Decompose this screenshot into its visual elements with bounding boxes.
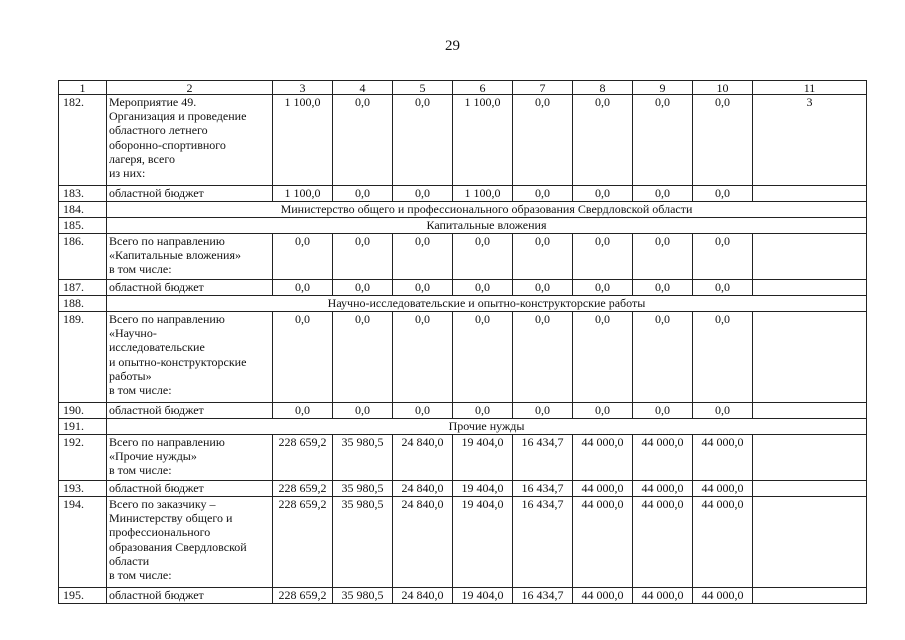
row-label: Мероприятие 49. Организация и проведение областного летнего оборонно-спортивного лагеря, всего из них: xyxy=(107,95,273,186)
value-cell: 0,0 xyxy=(573,280,633,296)
value-cell: 0,0 xyxy=(693,186,753,202)
row-number: 190. xyxy=(59,403,107,419)
value-cell: 35 980,5 xyxy=(333,435,393,481)
col-num-5: 5 xyxy=(393,81,453,95)
row-number: 189. xyxy=(59,312,107,403)
value-cell: 35 980,5 xyxy=(333,588,393,604)
row-number: 193. xyxy=(59,481,107,497)
row-number: 195. xyxy=(59,588,107,604)
value-cell: 44 000,0 xyxy=(693,588,753,604)
row-label: областной бюджет xyxy=(107,186,273,202)
section-row xyxy=(59,202,867,218)
value-cell: 0,0 xyxy=(693,403,753,419)
note-cell xyxy=(753,280,867,296)
note-cell xyxy=(753,435,867,481)
value-cell: 16 434,7 xyxy=(513,481,573,497)
value-cell: 0,0 xyxy=(393,186,453,202)
value-cell: 44 000,0 xyxy=(573,588,633,604)
value-cell: 0,0 xyxy=(513,403,573,419)
page-number: 29 xyxy=(445,38,460,54)
row-number: 185. xyxy=(59,218,107,234)
value-cell: 228 659,2 xyxy=(273,588,333,604)
value-cell: 0,0 xyxy=(273,280,333,296)
note-cell: 3 xyxy=(753,95,867,186)
table-row xyxy=(59,186,867,202)
value-cell: 16 434,7 xyxy=(513,588,573,604)
note-cell xyxy=(753,481,867,497)
col-num-6: 6 xyxy=(453,81,513,95)
row-label: областной бюджет xyxy=(107,588,273,604)
note-cell xyxy=(753,588,867,604)
value-cell: 19 404,0 xyxy=(453,497,513,588)
value-cell: 0,0 xyxy=(633,403,693,419)
table-body xyxy=(59,81,867,604)
section-row xyxy=(59,419,867,435)
value-cell: 0,0 xyxy=(333,403,393,419)
table-row xyxy=(59,497,867,588)
value-cell: 44 000,0 xyxy=(573,481,633,497)
value-cell: 1 100,0 xyxy=(453,95,513,186)
value-cell: 44 000,0 xyxy=(633,435,693,481)
col-num-2: 2 xyxy=(107,81,273,95)
section-title: Капитальные вложения xyxy=(107,218,867,234)
value-cell: 16 434,7 xyxy=(513,435,573,481)
value-cell: 24 840,0 xyxy=(393,435,453,481)
value-cell: 0,0 xyxy=(333,312,393,403)
row-label: областной бюджет xyxy=(107,280,273,296)
value-cell: 0,0 xyxy=(633,280,693,296)
value-cell: 0,0 xyxy=(453,312,513,403)
value-cell: 0,0 xyxy=(573,234,633,280)
value-cell: 0,0 xyxy=(693,234,753,280)
section-title: Прочие нужды xyxy=(107,419,867,435)
value-cell: 44 000,0 xyxy=(693,435,753,481)
value-cell: 19 404,0 xyxy=(453,481,513,497)
value-cell: 0,0 xyxy=(453,280,513,296)
value-cell: 44 000,0 xyxy=(573,435,633,481)
row-number: 192. xyxy=(59,435,107,481)
value-cell: 0,0 xyxy=(633,95,693,186)
section-title: Научно-исследовательские и опытно-конструкторские работы xyxy=(107,296,867,312)
value-cell: 0,0 xyxy=(513,280,573,296)
value-cell: 44 000,0 xyxy=(573,497,633,588)
col-num-8: 8 xyxy=(573,81,633,95)
table-row xyxy=(59,481,867,497)
note-cell xyxy=(753,497,867,588)
row-label: Всего по заказчику – Министерству общего и профессионального образования Свердловской области в том числе: xyxy=(107,497,273,588)
table-row xyxy=(59,234,867,280)
value-cell: 228 659,2 xyxy=(273,481,333,497)
value-cell: 0,0 xyxy=(573,312,633,403)
row-number: 184. xyxy=(59,202,107,218)
value-cell: 24 840,0 xyxy=(393,588,453,604)
value-cell: 0,0 xyxy=(573,403,633,419)
table-row xyxy=(59,312,867,403)
row-label: областной бюджет xyxy=(107,481,273,497)
value-cell: 1 100,0 xyxy=(453,186,513,202)
value-cell: 0,0 xyxy=(453,234,513,280)
value-cell: 0,0 xyxy=(333,186,393,202)
section-row xyxy=(59,296,867,312)
value-cell: 0,0 xyxy=(573,186,633,202)
col-num-4: 4 xyxy=(333,81,393,95)
col-num-9: 9 xyxy=(633,81,693,95)
value-cell: 0,0 xyxy=(633,186,693,202)
value-cell: 0,0 xyxy=(513,186,573,202)
value-cell: 0,0 xyxy=(393,312,453,403)
value-cell: 44 000,0 xyxy=(633,588,693,604)
value-cell: 0,0 xyxy=(333,95,393,186)
value-cell: 0,0 xyxy=(513,95,573,186)
value-cell: 19 404,0 xyxy=(453,435,513,481)
value-cell: 0,0 xyxy=(513,312,573,403)
value-cell: 0,0 xyxy=(573,95,633,186)
col-num-3: 3 xyxy=(273,81,333,95)
row-number: 186. xyxy=(59,234,107,280)
value-cell: 35 980,5 xyxy=(333,481,393,497)
col-num-1: 1 xyxy=(59,81,107,95)
note-cell xyxy=(753,312,867,403)
row-number: 187. xyxy=(59,280,107,296)
note-cell xyxy=(753,234,867,280)
section-title: Министерство общего и профессионального образования Свердловской области xyxy=(107,202,867,218)
value-cell: 0,0 xyxy=(393,403,453,419)
table-row xyxy=(59,280,867,296)
table-row xyxy=(59,95,867,186)
row-number: 194. xyxy=(59,497,107,588)
value-cell: 0,0 xyxy=(693,312,753,403)
value-cell: 44 000,0 xyxy=(693,481,753,497)
value-cell: 0,0 xyxy=(693,95,753,186)
value-cell: 0,0 xyxy=(633,234,693,280)
value-cell: 0,0 xyxy=(393,95,453,186)
value-cell: 0,0 xyxy=(393,234,453,280)
value-cell: 16 434,7 xyxy=(513,497,573,588)
value-cell: 19 404,0 xyxy=(453,588,513,604)
row-number: 183. xyxy=(59,186,107,202)
section-row xyxy=(59,218,867,234)
note-cell xyxy=(753,403,867,419)
value-cell: 0,0 xyxy=(333,280,393,296)
table-row xyxy=(59,588,867,604)
row-label: областной бюджет xyxy=(107,403,273,419)
row-number: 191. xyxy=(59,419,107,435)
row-label: Всего по направлению «Прочие нужды» в том числе: xyxy=(107,435,273,481)
value-cell: 0,0 xyxy=(393,280,453,296)
value-cell: 0,0 xyxy=(273,403,333,419)
value-cell: 0,0 xyxy=(633,312,693,403)
row-label: Всего по направлению «Капитальные вложения» в том числе: xyxy=(107,234,273,280)
value-cell: 0,0 xyxy=(273,234,333,280)
value-cell: 0,0 xyxy=(693,280,753,296)
column-number-header xyxy=(59,81,867,95)
value-cell: 0,0 xyxy=(513,234,573,280)
row-number: 182. xyxy=(59,95,107,186)
value-cell: 44 000,0 xyxy=(633,481,693,497)
value-cell: 0,0 xyxy=(273,312,333,403)
col-num-11: 11 xyxy=(753,81,867,95)
value-cell: 0,0 xyxy=(453,403,513,419)
value-cell: 24 840,0 xyxy=(393,481,453,497)
table-row xyxy=(59,403,867,419)
value-cell: 0,0 xyxy=(333,234,393,280)
value-cell: 1 100,0 xyxy=(273,95,333,186)
value-cell: 44 000,0 xyxy=(693,497,753,588)
table-row xyxy=(59,435,867,481)
value-cell: 35 980,5 xyxy=(333,497,393,588)
value-cell: 228 659,2 xyxy=(273,435,333,481)
row-number: 188. xyxy=(59,296,107,312)
value-cell: 1 100,0 xyxy=(273,186,333,202)
row-label: Всего по направлению «Научно- исследовательские и опытно-конструкторские работы» в том числе: xyxy=(107,312,273,403)
col-num-7: 7 xyxy=(513,81,573,95)
col-num-10: 10 xyxy=(693,81,753,95)
note-cell xyxy=(753,186,867,202)
value-cell: 24 840,0 xyxy=(393,497,453,588)
budget-table xyxy=(58,80,867,604)
value-cell: 44 000,0 xyxy=(633,497,693,588)
value-cell: 228 659,2 xyxy=(273,497,333,588)
